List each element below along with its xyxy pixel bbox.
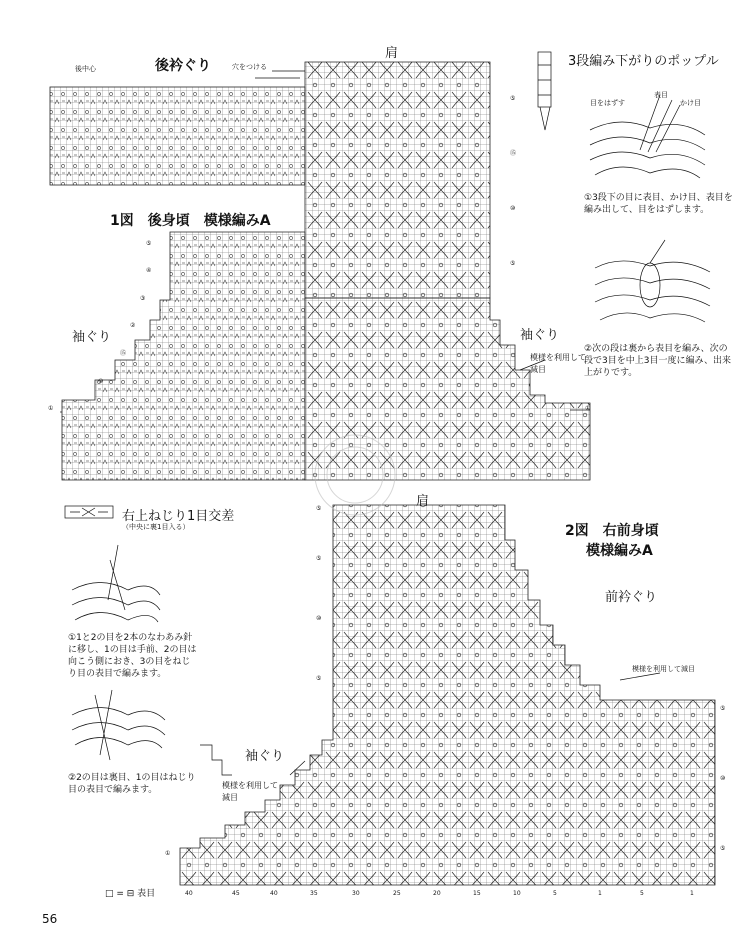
legend: □ = ⊟ 表目 xyxy=(105,889,156,899)
svg-text:15: 15 xyxy=(473,890,481,897)
chart2-armhole-note: 模様を利用して減目 xyxy=(222,781,278,802)
svg-text:①: ① xyxy=(48,405,54,412)
svg-text:⑩: ⑩ xyxy=(510,205,516,212)
svg-text:25: 25 xyxy=(393,890,401,897)
chart1-hole-note: 穴をつける xyxy=(232,63,267,71)
svg-text:⑤: ⑤ xyxy=(720,705,726,712)
svg-text:⑩: ⑩ xyxy=(98,378,104,385)
svg-text:30: 30 xyxy=(352,890,360,897)
svg-text:⑤: ⑤ xyxy=(510,260,516,267)
chart2-grid xyxy=(165,505,725,897)
chart2-armhole-label: 袖ぐり xyxy=(245,749,285,764)
svg-text:⑤: ⑤ xyxy=(510,95,516,102)
svg-text:40: 40 xyxy=(185,890,193,897)
chart1-center-label: 後中心 xyxy=(75,65,96,73)
chart1-grid xyxy=(48,62,590,480)
svg-text:⑮: ⑮ xyxy=(120,350,127,357)
popcorn-label-drop: 目をはずす xyxy=(590,99,625,107)
svg-text:⑤: ⑤ xyxy=(316,675,322,682)
svg-text:⑤: ⑤ xyxy=(720,845,726,852)
svg-text:10: 10 xyxy=(513,890,521,897)
svg-text:③: ③ xyxy=(140,295,146,302)
chart1-title: 1図 後身頃 模様編みA xyxy=(110,213,271,229)
chart1-back-neck-label: 後衿ぐり xyxy=(155,58,211,74)
svg-text:⑮: ⑮ xyxy=(510,150,517,157)
svg-text:45: 45 xyxy=(232,890,240,897)
svg-text:①: ① xyxy=(165,850,171,857)
cross-subtitle: （中央に裏1目入る） xyxy=(122,523,190,531)
svg-text:1: 1 xyxy=(598,890,602,897)
svg-text:40: 40 xyxy=(270,890,278,897)
svg-text:⑤: ⑤ xyxy=(316,505,322,512)
cross-step1: ①1と2の目を2本のなわあみ針に移し、1の目は手前、2の目は向こう側におき、3の目をねじり目の表目で編みます。 xyxy=(68,633,197,679)
svg-text:①: ① xyxy=(585,405,591,412)
chart1-armhole-right: 袖ぐり xyxy=(520,328,560,343)
chart1-shoulder-label: 肩 xyxy=(385,46,399,61)
svg-text:5: 5 xyxy=(553,890,557,897)
chart1-pattern-note: 模様を利用して減目 xyxy=(530,353,586,374)
cross-step2: ②2の目は裏目、1の目はねじり目の表目で編みます。 xyxy=(68,773,196,795)
chart2-front-neck-label: 前衿ぐり xyxy=(605,590,658,605)
svg-text:②: ② xyxy=(130,322,136,329)
svg-text:④: ④ xyxy=(146,267,152,274)
chart2-subtitle: 模様編みA xyxy=(586,543,653,559)
svg-text:1: 1 xyxy=(690,890,694,897)
chart1-armhole-left: 袖ぐり xyxy=(72,330,112,345)
cross-title: 右上ねじり1目交差 xyxy=(122,509,235,524)
chart2-title: 2図 右前身頃 xyxy=(565,523,659,539)
popcorn-step2: ②次の段は裏から表目を編み、次の段で3目を中上3目一度に編み、出来上がりです。 xyxy=(584,344,731,378)
chart2-neck-note: 模様を利用して減目 xyxy=(632,665,695,673)
svg-text:35: 35 xyxy=(310,890,318,897)
page-number: 56 xyxy=(42,912,58,926)
popcorn-step1: ①3段下の目に表目、かけ目、表目を編み出して、目をはずします。 xyxy=(584,193,733,215)
svg-text:20: 20 xyxy=(433,890,441,897)
svg-text:⑤: ⑤ xyxy=(146,240,152,247)
popcorn-illustrations xyxy=(538,52,710,322)
svg-text:⑤: ⑤ xyxy=(316,555,322,562)
popcorn-label-front: 表目 xyxy=(654,91,668,99)
popcorn-label-yo: かけ目 xyxy=(680,99,701,107)
popcorn-title: 3段編み下がりのポップル xyxy=(568,54,719,69)
svg-text:5: 5 xyxy=(640,890,644,897)
chart2-shoulder-label: 肩 xyxy=(416,494,430,509)
svg-text:⑩: ⑩ xyxy=(316,615,322,622)
svg-text:⑩: ⑩ xyxy=(720,775,726,782)
